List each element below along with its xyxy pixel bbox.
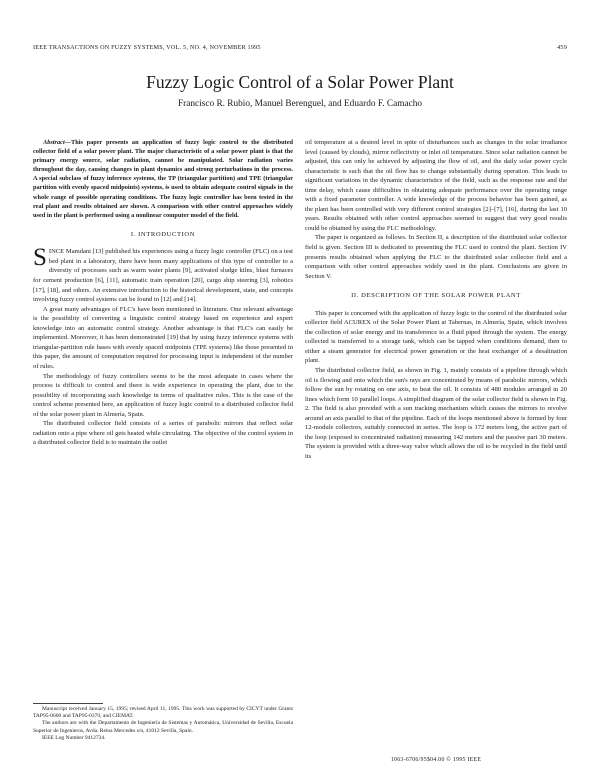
right-paragraph-3: This paper is concerned with the application of fuzzy logic to the control of the distributed solar collector field ACUREX of the Solar Power Plant at Tabernas, in Almería, Spain, which involves the collection of solar energy and its transference to a fluid piped through the system. The energy collected is transferred to a storage tank, which can be tapped when conditions demand, then to either a steam generator for electrical power generation or the heat exchanger of a desalination plant.: [305, 309, 567, 365]
paper-authors: Francisco R. Rubio, Manuel Berenguel, and Eduardo F. Camacho: [177, 99, 423, 109]
intro-paragraph-4: The distributed collector field consists of a series of parabolic mirrors that reflect solar radiation onto a pipe where oil gets heated while circulating. The objective of the control system in a distributed collector field is to maintain the outlet: [33, 420, 293, 447]
section-heading-description: II. DESCRIPTION OF THE SOLAR POWER PLANT: [351, 292, 521, 300]
copyright-line: 1063-6706/95$04.00 © 1995 IEEE: [390, 757, 482, 763]
intro-paragraph-1: [33, 244, 293, 304]
drop-cap: S: [33, 244, 47, 272]
footnote-log-number: IEEE Log Number 9412734.: [42, 734, 106, 741]
right-paragraph-4: The distributed collector field, as shown in Fig. 1, mainly consists of a pipeline through which oil is flowing and onto which the sun's rays are concentrated by means of parabolic mirrors, which follow the sun by rotating on one axis, to heat the oil. It consists of 480 modules arranged in 20 lines which form 10 parallel loops. A simplified diagram of the solar collector field is shown in Fig. 2. The field is also provided with a sun tracking mechanism which causes the mirrors to revolve around an axis parallel to that of the pipeline. Each of the loops mentioned above is formed by four 12-module collectors, suitably connected in series. The loop is 172 meters long, the active part of the loop (exposed to concentrated radiation) measuring 142 meters and the passive part 30 meters. The system is provided with a three-way valve which allows the oil to be recycled in the field until its: [305, 367, 567, 460]
page-number: 459: [557, 44, 567, 51]
running-head: [33, 44, 567, 51]
left-column: [33, 138, 293, 448]
footnote-affiliation: The authors are with the Departamento de Ingeniería de Sistemas y Automática, Universidad de Sevilla, Escuela Superior de Ingenieros, Avda. Reina Mercedes s/n, 41012 Sevilla, Spain.: [33, 720, 293, 734]
abstract-label: Abstract—: [43, 139, 71, 146]
abstract: [33, 138, 293, 220]
abstract-text: This paper presents an application of fuzzy logic control to the distributed collector field of a solar power plant. The major characteristic of a solar power plant is that the primary energy source, solar radiation, cannot be manipulated. Solar radiation varies throughout the day, causing changes in plant dynamics and strong perturbations in the process. A special subclass of fuzzy inference systems, the TP (triangular partition) and TPE (triangular partition with evenly spaced midpoints) systems, is used to obtain adequate control signals in the whole range of possible operating conditions. The fuzzy logic controller has been tested in the real plant and results obtained are shown. A comparison with other control approaches widely used in the plant is performed using a nonlinear computer model of the field.: [33, 139, 293, 219]
intro-paragraph-2: A great many advantages of FLC's have been mentioned in literature. One relevant advantage is the possibility of converting a linguistic control strategy based on experience and expert knowledge into an automatic control strategy. Another advantage is that FLC's can easily be implemented. Moreover, it has been demonstrated [19] that by using fuzzy inference systems with triangular-partition rule bases with evenly spaced midpoints (TPE systems) like those presented in this paper, the amount of computation required for processing input is independent of the number of rules.: [33, 305, 293, 370]
journal-info: IEEE TRANSACTIONS ON FUZZY SYSTEMS, VOL. 5, NO. 4, NOVEMBER 1995: [33, 44, 261, 51]
footnotes: [33, 706, 293, 742]
footnote-rule: [33, 703, 103, 704]
right-paragraph-1: oil temperature at a desired level in spite of disturbances such as changes in the solar irradiance level (caused by clouds), mirror reflectivity or inlet oil temperature. Since solar radiation cannot be adjusted, this can only be achieved by adjusting the flow of oil, and the daily solar power cycle characteristic is such that the oil flow has to change substantially during operation. This leads to significant variations in the dynamic characteristics of the field, such as the response rate and the time delay, which cause difficulties in obtaining adequate performance over the operating range with a fixed parameter controller. A wide knowledge of the process behavior has been gained, as the plant has been controlled with very different control strategies [2]–[7], [16], during the last 10 years. Results obtained with other control approaches seemed to suggest that very good results could be obtained by using the FLC methodology.: [305, 139, 567, 232]
intro-paragraph-1-text: INCE Mamdani [13] published his experiences using a fuzzy logic controller (FLC) on a test bed plant in a laboratory, there have been many applications of this type of controller to a diversity of processes such as warm water plants [9], activated sludge kilns, blast furnaces for cement production [6], [11], automatic train operation [20], cargo ship steering [3], robotics [17], [18], and others. An extensive introduction to the historical development, state, and concepts involving fuzzy control systems can be found in [12] and [14].: [33, 248, 293, 304]
intro-paragraph-3: The methodology of fuzzy controllers seems to be the most adequate in cases where the process is difficult to control and there is wide experience in operating the plant, due to the possibility of incorporating such knowledge in terms of qualitative rules. This is the case of the control scheme presented here, an application of fuzzy logic control to a distributed collector field of the solar power plant in Almería, Spain.: [33, 372, 293, 418]
right-paragraph-2: The paper is organized as follows. In Section II, a description of the distributed solar collector field is given. Section III is dedicated to presenting the FLC used to control the plant. Section IV presents results obtained when applying the FLC to the distributed solar collector field and a comparison with other control approaches widely used in the plant. Conclusions are given in Section V.: [305, 234, 567, 280]
section-heading-introduction: I. INTRODUCTION: [130, 230, 196, 238]
footnote-manuscript: Manuscript received January 15, 1995; revised April 11, 1995. This work was supported by CICYT under Grants TAP95-0600 and TAP95-0370, and CIEMAT.: [33, 706, 293, 720]
paper-title: Fuzzy Logic Control of a Solar Power Plant: [146, 72, 454, 92]
right-column: [305, 138, 567, 462]
